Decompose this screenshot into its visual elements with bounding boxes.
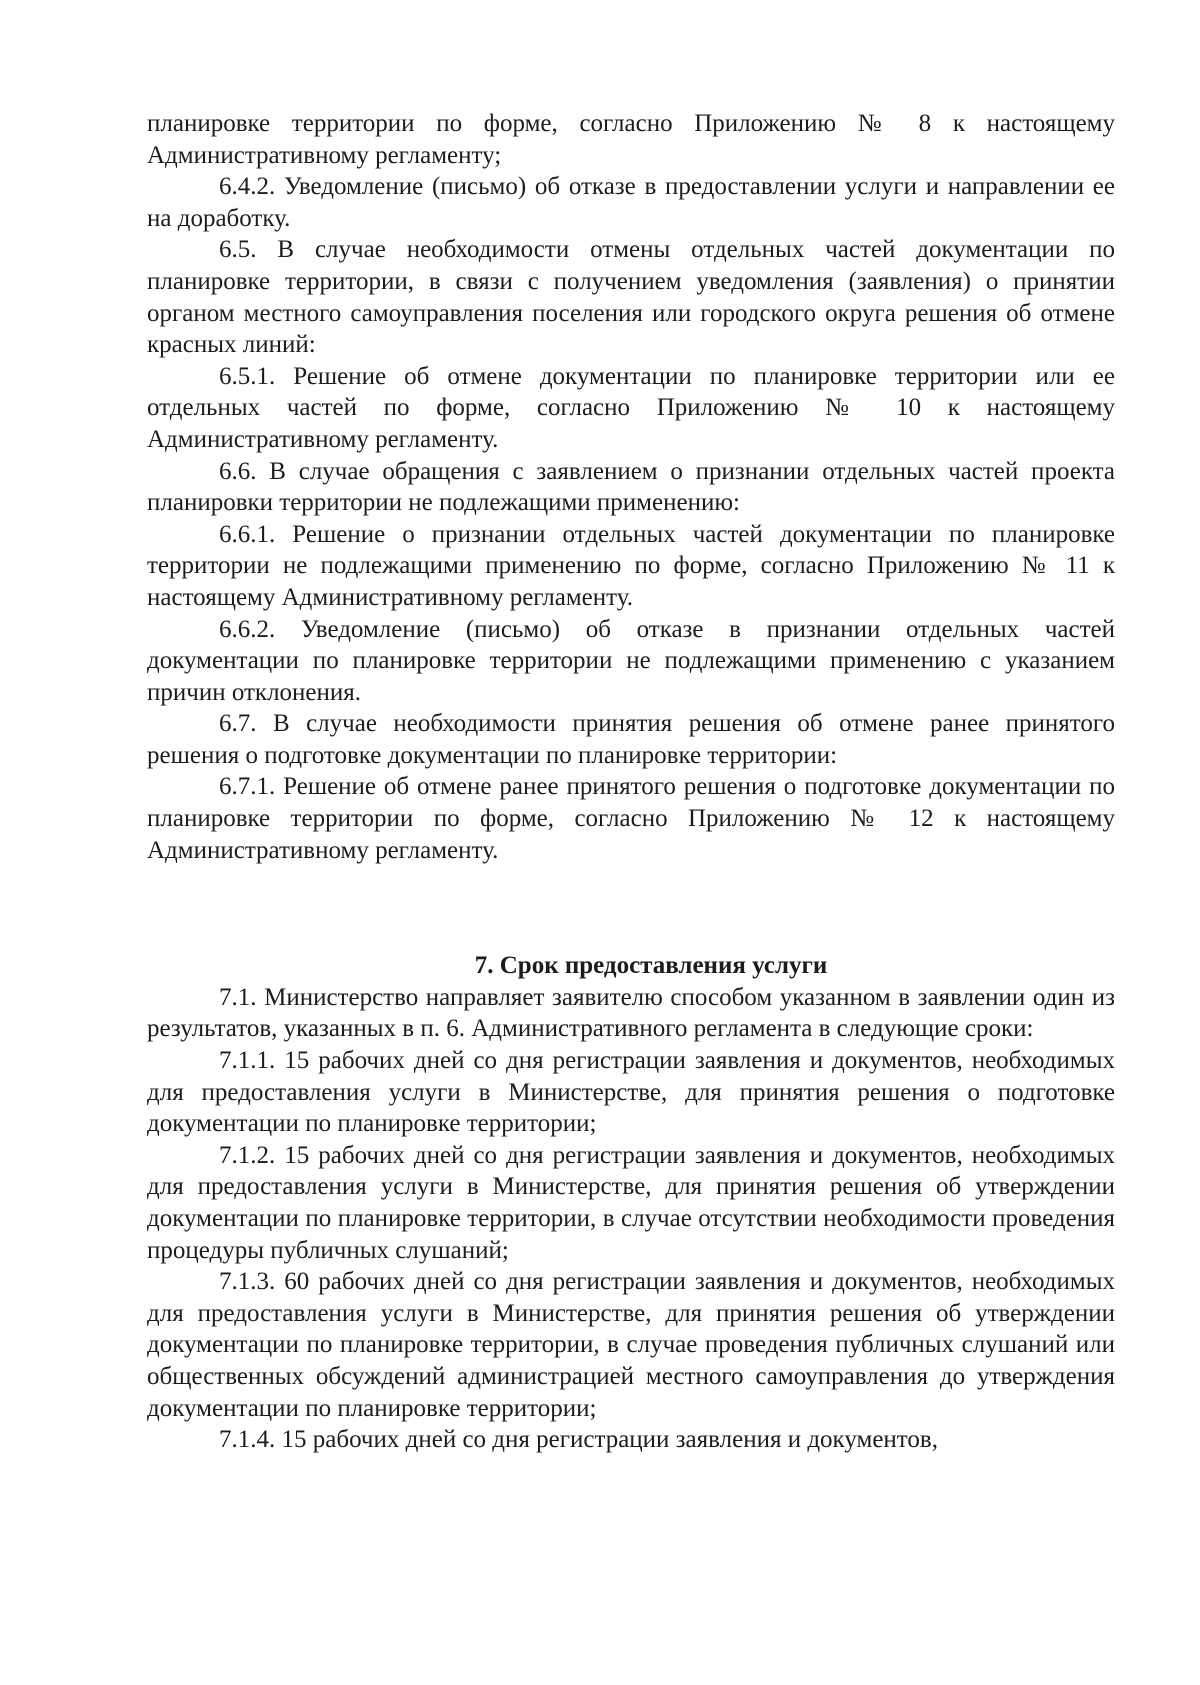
paragraph-6-4-2: 6.4.2. Уведомление (письмо) об отказе в предоставлении услуги и направлении ее на доработку. (147, 173, 1115, 232)
paragraph-7-1-2: 7.1.2. 15 рабочих дней со дня регистрации заявления и документов, необходимых для предоставления услуги в Министерстве, для принятия решения об утверждении документации по планировке территории, в случае отсутствии необходимости проведения процедуры публичных слушаний; (147, 1141, 1115, 1264)
paragraph-6-6: 6.6. В случае обращения с заявлением о признании отдельных частей проекта планировки территории не подлежащими применению: (147, 457, 1115, 517)
paragraph-7-1-3: 7.1.3. 60 рабочих дней со дня регистрации заявления и документов, необходимых для предоставления услуги в Министерстве, для принятия решения об утверждении документации по планировке территории, в случае проведения публичных слушаний или общественных обсуждений администрацией местного самоуправления до утверждения документации по планировке территории; (147, 1268, 1115, 1422)
paragraph-6-6-1: 6.6.1. Решение о признании отдельных частей документации по планировке территории не подлежащими применению по форме, согласно Приложению № 11 к настоящему Административному регламенту. (147, 520, 1115, 611)
paragraph-7-1: 7.1. Министерство направляет заявителю способом указанном в заявлении один из результатов, указанных в п. 6. Административного регламента в следующие сроки: (147, 983, 1115, 1043)
paragraph-6-5-1: 6.5.1. Решение об отмене документации по планировке территории или ее отдельных частей по форме, согласно Приложению № 10 к настоящему Административному регламенту. (147, 362, 1115, 453)
section-heading: 7. Срок предоставления услуги (474, 952, 828, 980)
paragraph-6-7-1: 6.7.1. Решение об отмене ранее принятого решения о подготовке документации по планировке территории по форме, согласно Приложению № 12 к настоящему Административному регламенту. (147, 773, 1115, 864)
document-page (147, 108, 1115, 1456)
paragraph-7-1-1: 7.1.1. 15 рабочих дней со дня регистрации заявления и документов, необходимых для предоставления услуги в Министерстве, для принятия решения о подготовке документации по планировке территории; (147, 1047, 1115, 1138)
paragraph-7-1-4: 7.1.4. 15 рабочих дней со дня регистрации заявления и документов, (219, 1426, 938, 1454)
paragraph-6-7: 6.7. В случае необходимости принятия решения об отмене ранее принятого решения о подготовке документации по планировке территории: (147, 710, 1115, 769)
section-spacer (147, 866, 1115, 950)
paragraph-continuation: планировке территории по форме, согласно Приложению № 8 к настоящему Административному регламенту; (147, 110, 1115, 169)
paragraph-6-6-2: 6.6.2. Уведомление (письмо) об отказе в признании отдельных частей документации по планировке территории не подлежащими применению с указанием причин отклонения. (147, 615, 1115, 706)
paragraph-6-5: 6.5. В случае необходимости отмены отдельных частей документации по планировке территории, в связи с получением уведомления (заявления) о принятии органом местного самоуправления поселения или городского округа решения об отмене красных линий: (147, 236, 1115, 359)
